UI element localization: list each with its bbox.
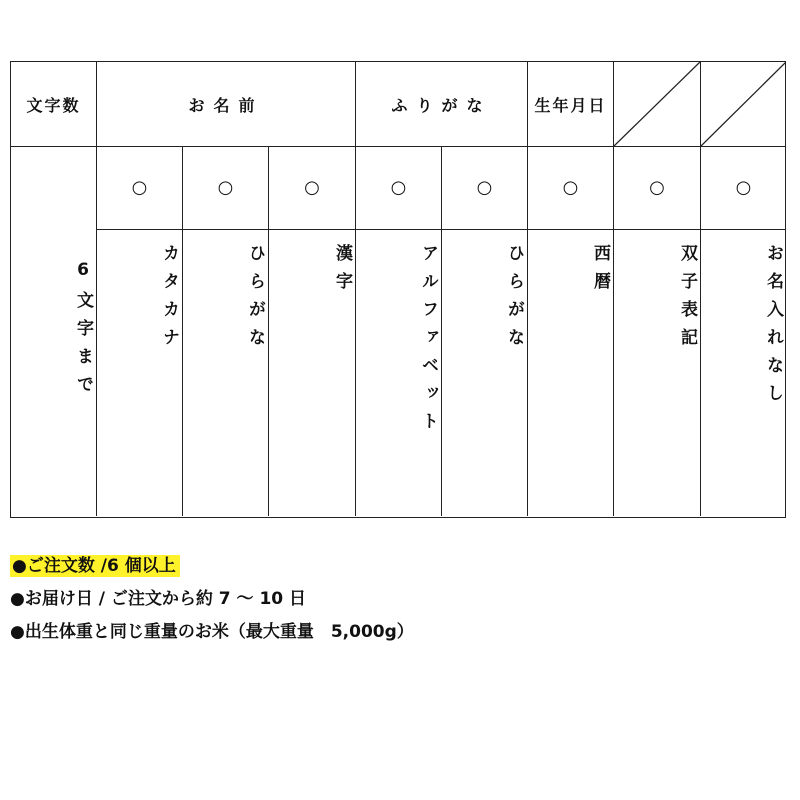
available-mark: ○	[390, 177, 407, 198]
header-furigana: ふりがな	[391, 95, 492, 115]
available-mark: ○	[735, 177, 752, 198]
column-label-no-name: お名入れなし	[763, 244, 783, 412]
column-label-hiragana-furigana: ひらがな	[504, 244, 524, 356]
available-mark: ○	[649, 177, 665, 198]
column-label-western-year: 西暦	[590, 244, 610, 300]
grid-line	[96, 229, 785, 230]
note-rice-weight: ●出生体重と同じ重量のお米（最大重量 5,000g）	[10, 622, 414, 642]
column-label-alphabet: アルファベット	[418, 244, 438, 440]
diagonal-empty-cell	[701, 62, 786, 146]
char-limit-label: 6文字まで	[73, 260, 93, 403]
highlighted-order-minimum: ●ご注文数 /6 個以上	[10, 555, 180, 577]
column-label-katakana: カタカナ	[159, 244, 179, 356]
note-order-minimum	[10, 553, 414, 586]
notes-list	[10, 553, 414, 652]
header-char-count: 文字数	[26, 95, 81, 115]
options-table	[10, 61, 786, 518]
diagonal-empty-cell	[614, 62, 700, 146]
available-mark: ○	[131, 177, 148, 198]
note-delivery: ●お届け日 / ご注文から約 7 ～ 10 日	[10, 589, 307, 609]
column-label-twins: 双子表記	[677, 244, 697, 356]
column-label-kanji: 漢字	[332, 244, 352, 300]
header-birthdate: 生年月日	[534, 95, 607, 115]
available-mark: ○	[562, 177, 579, 198]
available-mark: ○	[217, 177, 234, 198]
header-name: お名前	[188, 95, 264, 115]
available-mark: ○	[476, 177, 493, 198]
column-label-hiragana: ひらがな	[245, 244, 265, 356]
available-mark: ○	[304, 177, 320, 198]
